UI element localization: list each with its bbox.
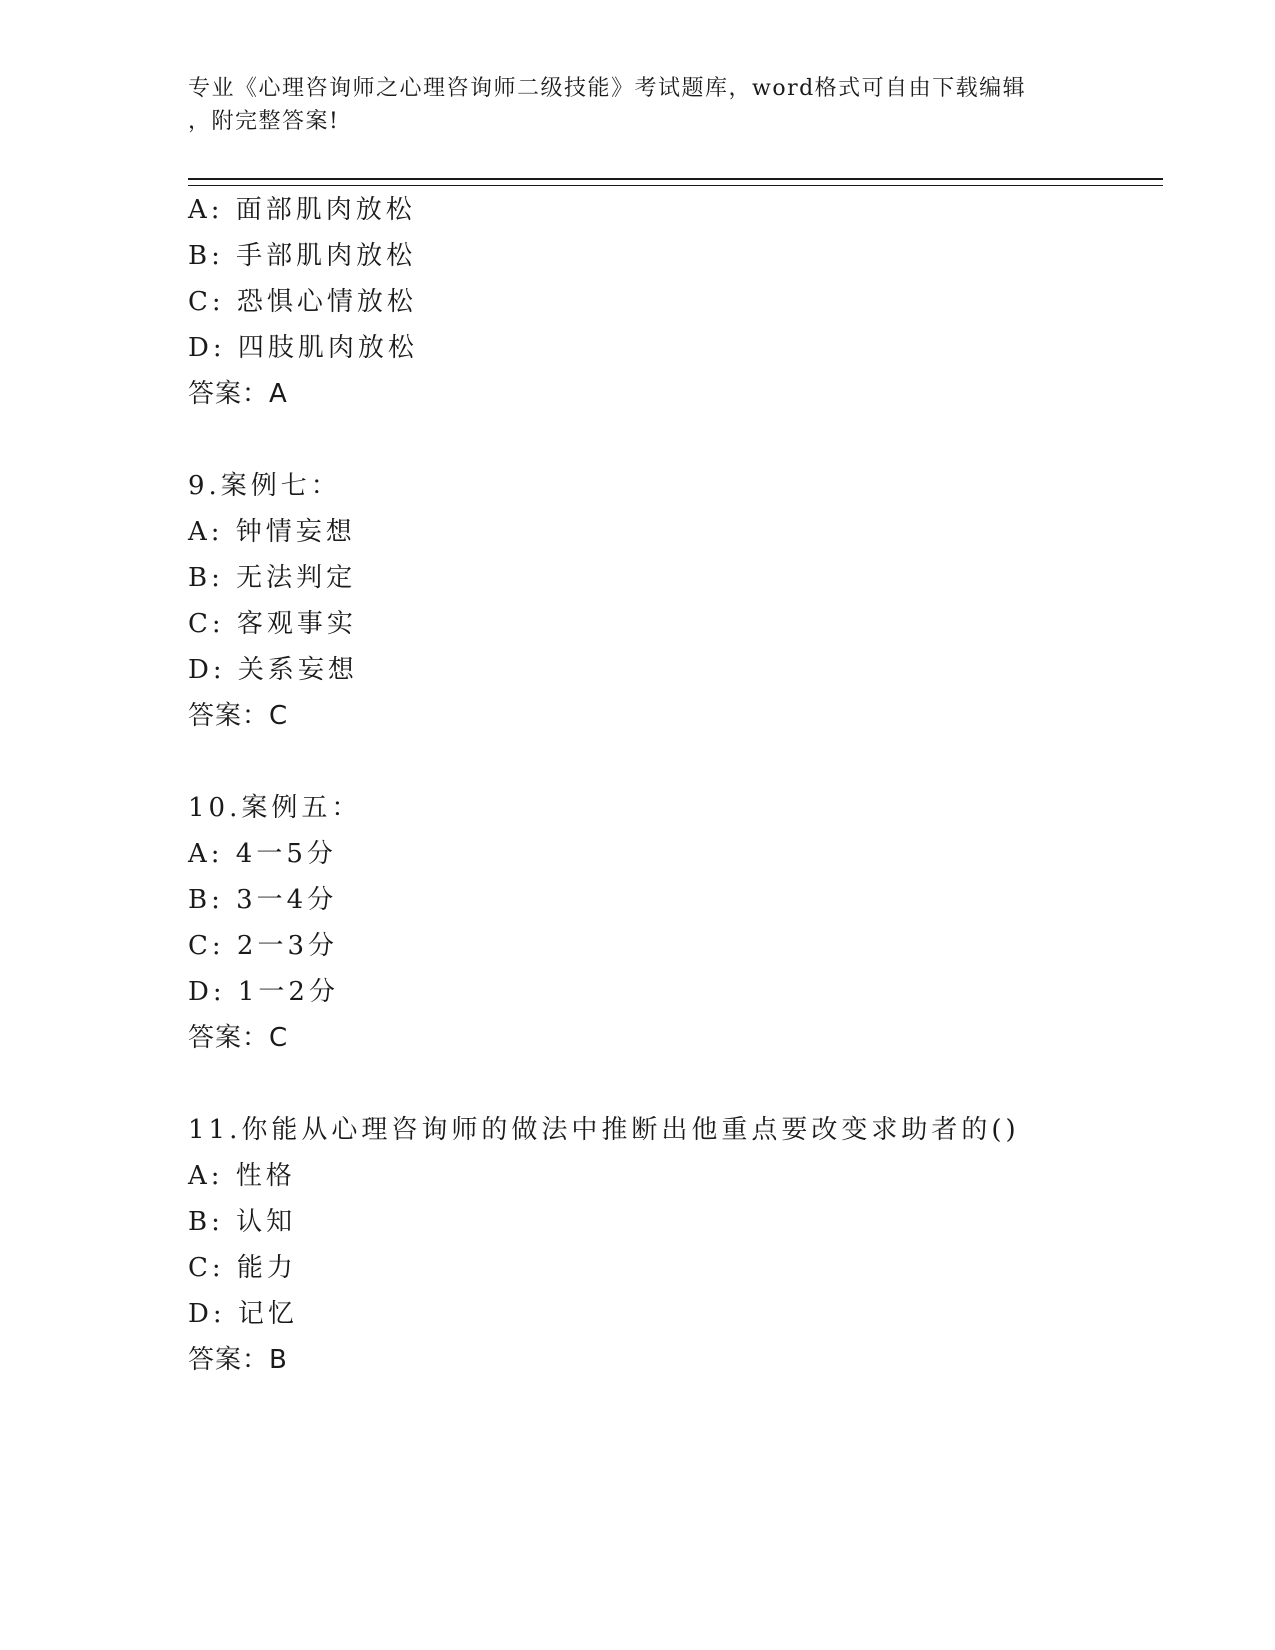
option-a: A: 面部肌肉放松	[188, 195, 416, 225]
header-line-1: 专业《心理咨询师之心理咨询师二级技能》考试题库，word格式可自由下载编辑	[188, 76, 1027, 101]
spacer	[188, 417, 1163, 463]
option-c: C: 2一3分	[188, 931, 339, 961]
answer: 答案：B	[188, 1345, 288, 1375]
option-a: A: 钟情妄想	[188, 517, 356, 547]
option-d: D: 记忆	[188, 1299, 298, 1329]
option-a: A: 性格	[188, 1161, 296, 1191]
answer: 答案：C	[188, 701, 289, 731]
spacer	[188, 1061, 1163, 1107]
question-9	[188, 463, 1163, 739]
option-a: A: 4一5分	[188, 839, 337, 869]
option-d: D: 四肢肌肉放松	[188, 333, 418, 363]
option-c: C: 能力	[188, 1253, 297, 1283]
question-list	[188, 187, 1163, 1383]
option-d: D: 关系妄想	[188, 655, 358, 685]
header-line-2: ，附完整答案!	[188, 109, 340, 134]
option-d: D: 1一2分	[188, 977, 339, 1007]
option-b: B: 手部肌肉放松	[188, 241, 417, 271]
option-b: B: 无法判定	[188, 563, 357, 593]
question-10	[188, 785, 1163, 1061]
option-b: B: 3一4分	[188, 885, 338, 915]
option-b: B: 认知	[188, 1207, 297, 1237]
question-11	[188, 1107, 1163, 1383]
header-divider	[188, 178, 1163, 186]
option-c: C: 恐惧心情放松	[188, 287, 417, 317]
question-title: 10.案例五：	[188, 793, 362, 823]
answer: 答案：A	[188, 379, 288, 409]
question-title: 11.你能从心理咨询师的做法中推断出他重点要改变求助者的()	[188, 1115, 1020, 1145]
page-header	[188, 72, 1088, 138]
spacer	[188, 739, 1163, 785]
question-title: 9.案例七：	[188, 471, 341, 501]
question-8	[188, 187, 1163, 417]
option-c: C: 客观事实	[188, 609, 357, 639]
answer: 答案：C	[188, 1023, 289, 1053]
